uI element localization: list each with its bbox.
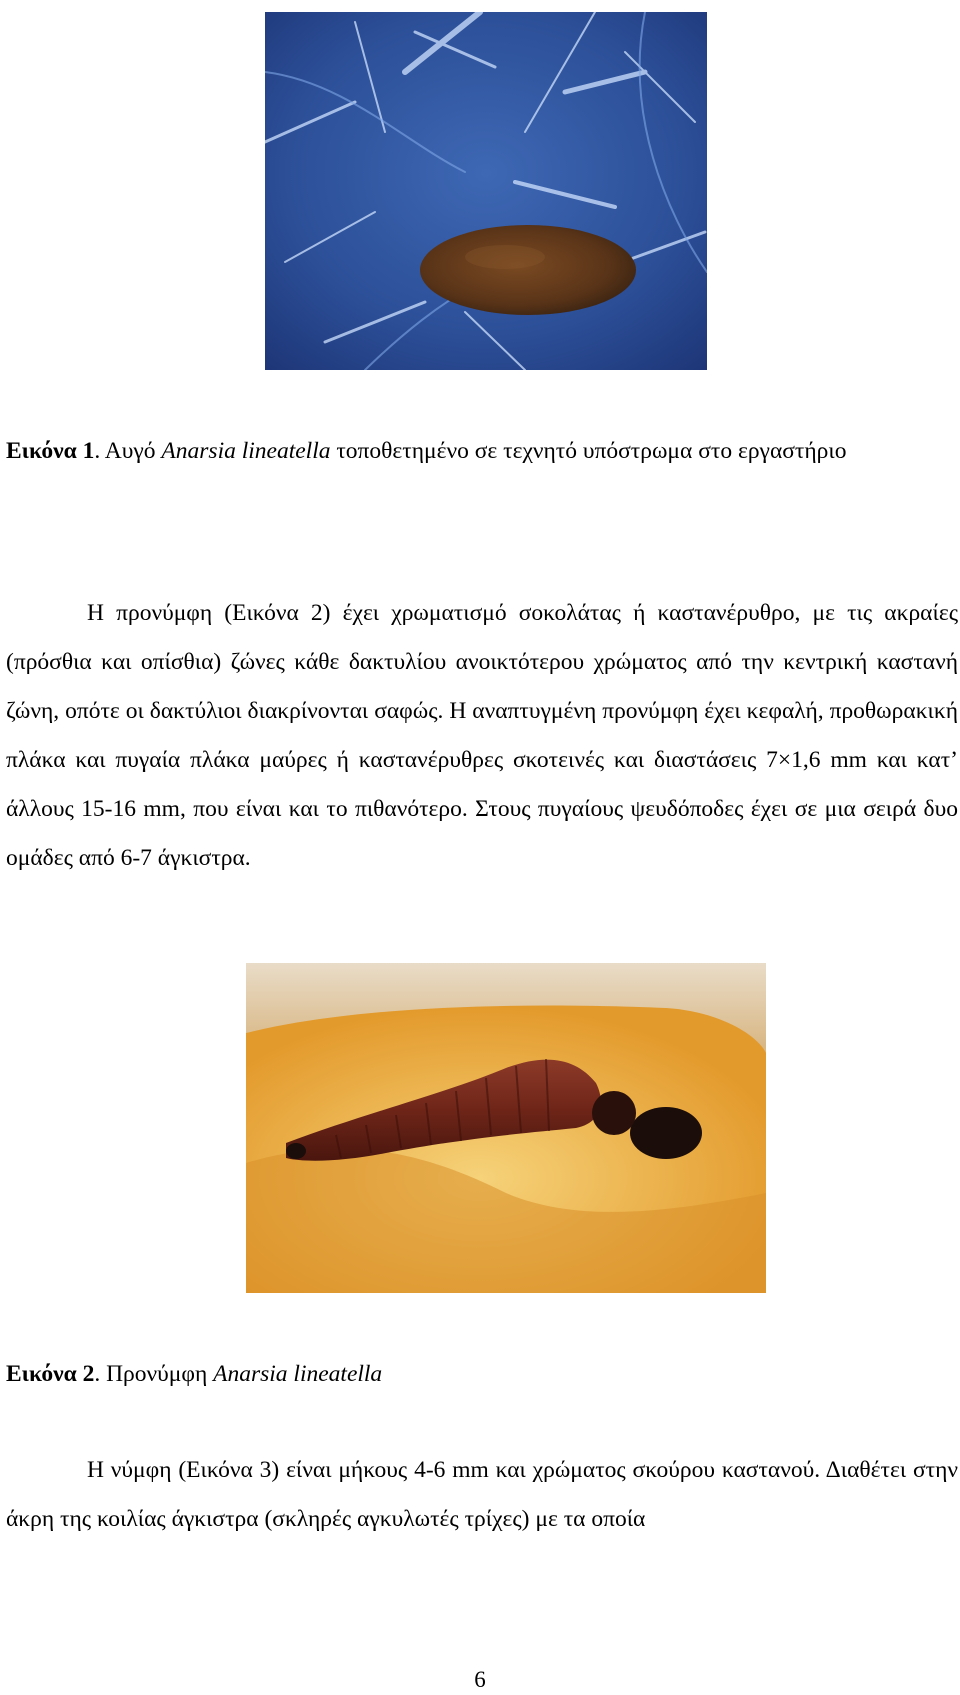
figure-1-text-before: Αυγό xyxy=(104,438,162,464)
pupa-paragraph: Η νύμφη (Εικόνα 3) είναι μήκους 4-6 mm και χρώματος σκούρου καστανού. Διαθέτει στην άκρη της κοιλίας άγκιστρα (σκληρές αγκυλωτές τρίχες) με τα οποία xyxy=(6,1457,958,1532)
egg-photo xyxy=(265,12,707,370)
figure-1-caption xyxy=(6,428,958,475)
page-number: 6 xyxy=(474,1667,486,1692)
figure-2-caption xyxy=(6,1351,958,1398)
figure-1-species: Anarsia lineatella xyxy=(161,438,331,464)
larva-paragraph-part1: Η προνύμφη (Εικόνα 2) έχει χρωματισμό σοκολάτας ή καστανέρυθρο, με τις ακραίες (πρόσθια και οπίσθια) ζώνες κάθε δακτυλίου ανοικτότερου χρώματος από την κεντρική καστανή ζώνη, οπότε οι δακτύλιοι διακρίνονται σαφώς. Η αναπτυγμένη προνύμφη έχει κεφαλή, προθωρακική πλάκα και πυγαία πλάκα μαύρες ή καστανέρυθρες σκοτεινές και διαστάσεις 7 xyxy=(6,600,958,773)
figure-1-separator: . xyxy=(94,438,105,464)
figure-2-label: Εικόνα 2 xyxy=(6,1361,95,1387)
larva-paragraph-part2: 1,6 mm και κατ’ άλλους 15-16 mm, που είναι και το πιθανότερο. Στους πυγαίους ψευδόποδες έχει σε μια σειρά δυο ομάδες από 6-7 άγκιστρα. xyxy=(6,747,958,871)
larva-paragraph xyxy=(6,589,958,883)
egg-photo-graphic xyxy=(265,12,707,370)
figure-1-label: Εικόνα 1 xyxy=(6,438,95,464)
figure-1-text-after: τοποθετημένο σε τεχνητό υπόστρωμα στο εργαστήριο xyxy=(330,438,847,464)
larva-photo xyxy=(246,963,766,1293)
figure-2-text-before: Προνύμφη xyxy=(106,1361,214,1387)
times-symbol: × xyxy=(777,747,792,773)
larva-photo-graphic xyxy=(246,963,766,1293)
figure-2-species: Anarsia lineatella xyxy=(213,1361,383,1387)
figure-2-separator: . xyxy=(94,1361,107,1387)
